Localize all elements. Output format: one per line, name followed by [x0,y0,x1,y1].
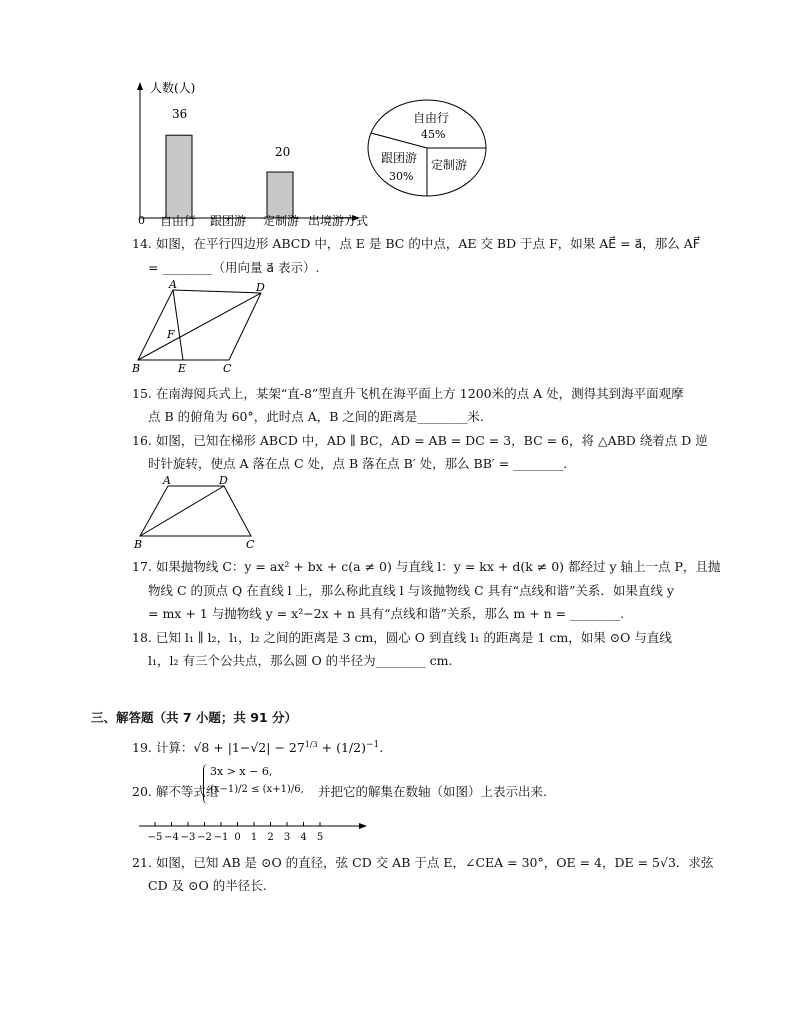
question-19-exponent: 1/3 [304,739,318,749]
x-tick-label: 跟团游 [210,214,247,228]
point-a-label: A [169,278,177,291]
question-20-suffix: 并把它的解集在数轴（如图）上表示出来. [318,784,547,799]
y-axis-label: 人数(人) [150,81,196,95]
section-heading: 三、解答题（共 7 小题；共 91 分） [91,710,298,725]
figure-16-trapezoid [128,474,268,552]
question-18-line-1: 18. 已知 l₁ ∥ l₂，l₁，l₂ 之间的距离是 3 cm，圆心 O 到直线 l₁ 的距离是 1 cm，如果 ⊙O 与直线 [132,630,672,645]
point-f-label: F [167,328,175,341]
question-19-expr: √8 + |1−√2| − 27 [193,740,305,755]
point-d-label: D [219,474,228,487]
number-line-label: 1 [250,832,258,843]
question-17-line-1: 17. 如果抛物线 C：y = ax² + bx + c(a ≠ 0) 与直线 l：y = kx + d(k ≠ 0) 都经过 y 轴上一点 P，且抛 [132,559,721,574]
number-line-label: −2 [197,832,212,843]
number-line-label: −3 [180,832,196,843]
question-19-exponent-2: −1 [365,739,380,750]
bar-value-label: 36 [172,107,188,121]
point-e-label: E [178,362,187,375]
question-15-line-2: 点 B 的俯角为 60°，此时点 A，B 之间的距离是________米. [148,409,484,424]
number-line-label: −5 [147,832,163,843]
segment-ae [173,290,183,360]
question-14-line-2: = ________（用向量 a⃗ 表示）. [148,260,320,275]
question-18-line-2: l₁，l₂ 有三个公共点，那么圆 O 的半径为________ cm. [148,653,453,668]
point-b-label: B [134,538,143,551]
question-17-line-2: 物线 C 的顶点 Q 在直线 l 上，那么称此直线 l 与该抛物线 C 具有“点线和谐”关系．如果直线 y [148,583,674,598]
pie-label-pct: 30% [389,170,414,183]
pie-label-pct: 45% [421,128,446,141]
number-line-arrow [359,823,367,829]
number-line-label: 3 [283,832,291,843]
point-b-label: B [132,362,141,375]
pie-chart [365,96,490,200]
system-brace [203,764,208,804]
pie-label-name: 跟团游 [381,151,418,165]
origin-label: 0 [138,214,145,227]
bar-自由行 [166,135,192,218]
trapezoid-abcd [140,486,251,536]
point-a-label: A [163,474,171,487]
y-axis-arrow [137,82,143,90]
diagonal-bd [138,293,261,360]
diagonal-bd [140,486,224,536]
inequality-2: (x−1)/2 ≤ (x+1)/6, [210,784,304,795]
question-19-end: . [379,740,384,755]
question-19-expr-b: + (1/2) [317,740,366,755]
question-14-line-1: 14. 如图，在平行四边形 ABCD 中，点 E 是 BC 的中点，AE 交 BD 于点 F，如果 AE⃗ = a⃗，那么 AF⃗ [132,236,700,251]
x-tick-label: 自由行 [160,214,197,228]
x-tick-label: 定制游 [263,214,300,228]
question-19 [132,738,383,756]
bar-定制游 [267,172,293,218]
pie-label-name: 定制游 [431,158,468,172]
point-d-label: D [256,281,265,294]
question-16-line-1: 16. 如图，已知在梯形 ABCD 中，AD ∥ BC，AD = AB = DC = 3，BC = 6，将 △ABD 绕着点 D 逆 [132,433,708,448]
x-axis-label: 出境游方式 [308,214,369,228]
number-line-label: 0 [234,832,241,843]
question-17-line-3: = mx + 1 与抛物线 y = x²−2x + n 具有“点线和谐”关系，那么 m + n = ________. [148,606,625,621]
number-line-label: −1 [213,832,229,843]
inequality-1: 3x > x − 6, [210,765,273,778]
question-20-prefix: 20. 解不等式组 [132,784,219,799]
number-line-label: 2 [267,832,274,843]
number-line-label: 4 [300,832,307,843]
figure-14-parallelogram [125,278,275,378]
bar-chart [120,78,380,233]
pie-label-name: 自由行 [413,111,450,125]
number-line-label: 5 [316,832,324,843]
question-21-line-1: 21. 如图，已知 AB 是 ⊙O 的直径，弦 CD 交 AB 于点 E，∠CEA = 30°，OE = 4，DE = 5√3．求弦 [132,855,714,870]
point-c-label: C [223,362,232,375]
bar-value-label: 20 [275,145,291,159]
number-line-label: −4 [164,832,179,843]
question-19-prefix: 19. 计算： [132,740,194,755]
point-c-label: C [246,538,255,551]
question-21-line-2: CD 及 ⊙O 的半径长. [148,878,267,893]
question-15-line-1: 15. 在南海阅兵式上，某架“直-8”型直升飞机在海平面上方 1200米的点 A 处，测得其到海平面观摩 [132,386,684,401]
number-line [135,818,370,844]
question-16-line-2: 时针旋转，使点 A 落在点 C 处，点 B 落在点 B′ 处，那么 BB′ = ________. [148,456,568,471]
